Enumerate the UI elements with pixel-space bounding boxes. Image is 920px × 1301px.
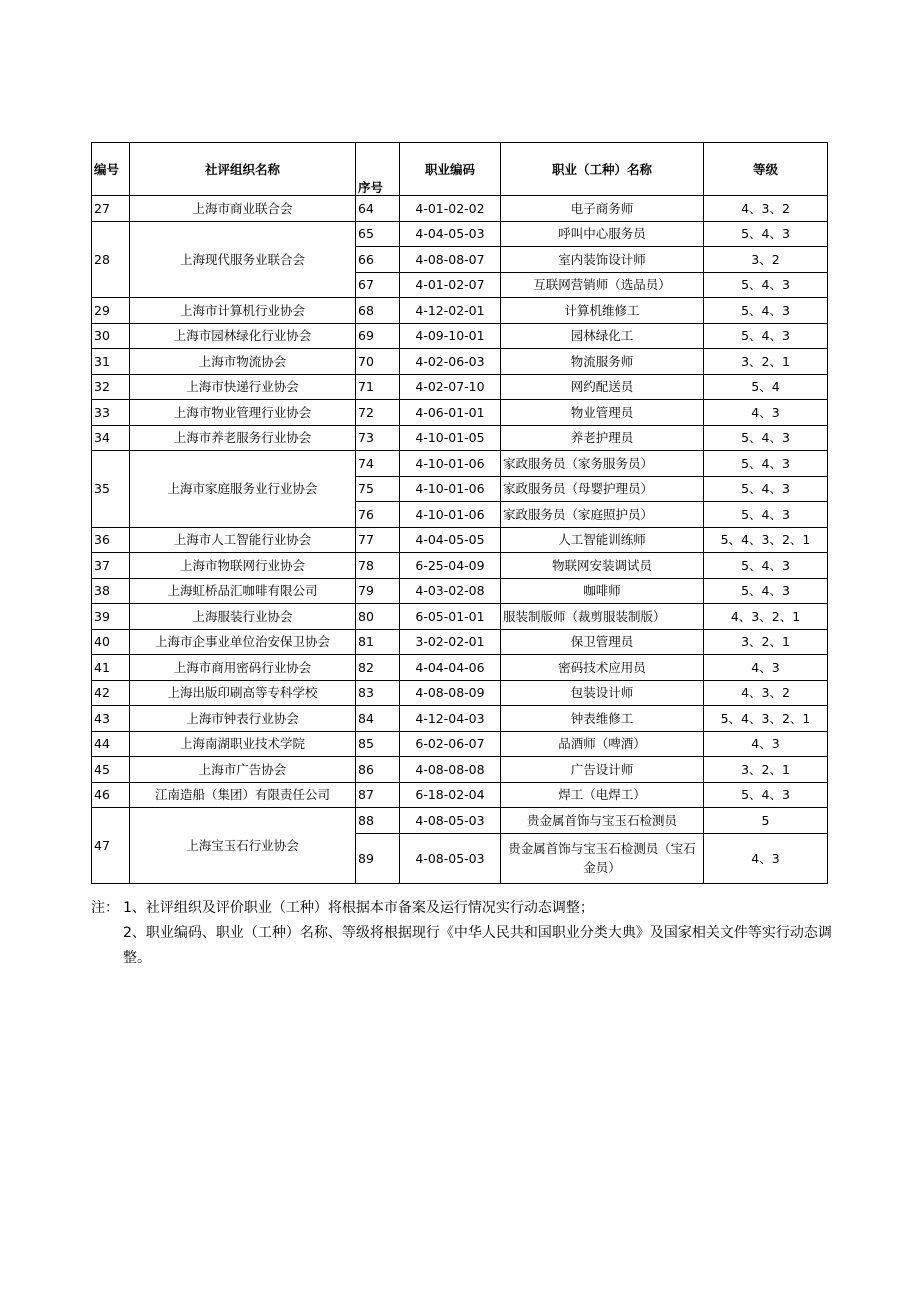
cell-code: 6-25-04-09 — [400, 553, 501, 579]
cell-seq: 66 — [356, 247, 400, 273]
cell-occupation-name: 品酒师（啤酒） — [501, 731, 704, 757]
cell-seq: 76 — [356, 502, 400, 528]
cell-code: 4-06-01-01 — [400, 400, 501, 426]
cell-code: 4-01-02-02 — [400, 196, 501, 222]
cell-seq: 85 — [356, 731, 400, 757]
cell-org-name: 上海市广告协会 — [130, 757, 356, 783]
cell-group-id: 38 — [92, 578, 130, 604]
cell-seq: 89 — [356, 833, 400, 883]
cell-code: 4-12-02-01 — [400, 298, 501, 324]
cell-org-name: 上海市商用密码行业协会 — [130, 655, 356, 681]
cell-level: 5、4、3、2、1 — [704, 527, 828, 553]
cell-occupation-name: 焊工（电焊工） — [501, 782, 704, 808]
cell-code: 4-09-10-01 — [400, 323, 501, 349]
cell-org-name: 上海宝玉石行业协会 — [130, 808, 356, 884]
cell-seq: 65 — [356, 221, 400, 247]
cell-level: 4、3 — [704, 731, 828, 757]
cell-seq: 72 — [356, 400, 400, 426]
cell-occupation-name: 呼叫中心服务员 — [501, 221, 704, 247]
note-text-2: 2、职业编码、职业（工种）名称、等级将根据现行《中华人民共和国职业分类大典》及国家相关文件等实行动态调整。 — [123, 925, 832, 966]
cell-group-id: 34 — [92, 425, 130, 451]
cell-seq: 80 — [356, 604, 400, 630]
table-row — [92, 451, 828, 477]
cell-level: 5、4、3 — [704, 451, 828, 477]
table-row — [92, 298, 828, 324]
cell-seq: 88 — [356, 808, 400, 834]
cell-occupation-name: 人工智能训练师 — [501, 527, 704, 553]
note-text-1: 1、社评组织及评价职业（工种）将根据本市备案及运行情况实行动态调整； — [123, 900, 594, 916]
cell-seq: 71 — [356, 374, 400, 400]
cell-level: 5、4、3 — [704, 782, 828, 808]
cell-level: 4、3、2、1 — [704, 604, 828, 630]
table-row — [92, 731, 828, 757]
cell-org-name: 江南造船（集团）有限责任公司 — [130, 782, 356, 808]
cell-occupation-name: 园林绿化工 — [501, 323, 704, 349]
cell-group-id: 42 — [92, 680, 130, 706]
header-org: 社评组织名称 — [130, 143, 356, 196]
header-level: 等级 — [704, 143, 828, 196]
cell-code: 4-08-08-09 — [400, 680, 501, 706]
cell-occupation-name: 网约配送员 — [501, 374, 704, 400]
cell-seq: 74 — [356, 451, 400, 477]
cell-group-id: 36 — [92, 527, 130, 553]
table-row — [92, 196, 828, 222]
cell-occupation-name: 室内装饰设计师 — [501, 247, 704, 273]
cell-occupation-name: 贵金属首饰与宝玉石检测员（宝石金员） — [501, 833, 704, 883]
cell-org-name: 上海市企事业单位治安保卫协会 — [130, 629, 356, 655]
note-label: 注： — [91, 900, 119, 916]
cell-code: 4-12-04-03 — [400, 706, 501, 732]
cell-code: 4-10-01-05 — [400, 425, 501, 451]
cell-occupation-name: 服装制版师（裁剪服装制版） — [501, 604, 704, 630]
cell-org-name: 上海市快递行业协会 — [130, 374, 356, 400]
cell-occupation-name: 互联网营销师（选品员） — [501, 272, 704, 298]
occupation-table — [91, 142, 828, 884]
cell-org-name: 上海出版印刷高等专科学校 — [130, 680, 356, 706]
cell-group-id: 46 — [92, 782, 130, 808]
cell-group-id: 39 — [92, 604, 130, 630]
cell-level: 4、3、2 — [704, 680, 828, 706]
cell-code: 6-05-01-01 — [400, 604, 501, 630]
table-row — [92, 400, 828, 426]
cell-seq: 78 — [356, 553, 400, 579]
cell-seq: 73 — [356, 425, 400, 451]
cell-occupation-name: 物流服务师 — [501, 349, 704, 375]
cell-seq: 84 — [356, 706, 400, 732]
cell-occupation-name: 物联网安装调试员 — [501, 553, 704, 579]
cell-group-id: 32 — [92, 374, 130, 400]
cell-org-name: 上海市园林绿化行业协会 — [130, 323, 356, 349]
cell-seq: 82 — [356, 655, 400, 681]
cell-level: 5、4、3 — [704, 553, 828, 579]
cell-org-name: 上海市钟表行业协会 — [130, 706, 356, 732]
cell-org-name: 上海市家庭服务业行业协会 — [130, 451, 356, 528]
cell-level: 5、4、3 — [704, 476, 828, 502]
cell-code: 4-08-08-08 — [400, 757, 501, 783]
cell-group-id: 37 — [92, 553, 130, 579]
cell-seq: 86 — [356, 757, 400, 783]
cell-group-id: 30 — [92, 323, 130, 349]
table-header — [92, 143, 828, 196]
header-code: 职业编码 — [400, 143, 501, 196]
table-row — [92, 629, 828, 655]
cell-occupation-name: 电子商务师 — [501, 196, 704, 222]
cell-occupation-name: 养老护理员 — [501, 425, 704, 451]
table-row — [92, 221, 828, 247]
cell-org-name: 上海服装行业协会 — [130, 604, 356, 630]
table-row — [92, 757, 828, 783]
cell-level: 4、3、2 — [704, 196, 828, 222]
cell-code: 4-10-01-06 — [400, 476, 501, 502]
cell-occupation-name: 广告设计师 — [501, 757, 704, 783]
cell-level: 5、4、3 — [704, 578, 828, 604]
cell-code: 4-08-05-03 — [400, 808, 501, 834]
note-row-1 — [91, 896, 836, 921]
cell-level: 5、4、3 — [704, 221, 828, 247]
cell-level: 3、2、1 — [704, 349, 828, 375]
header-id: 编号 — [92, 143, 130, 196]
cell-seq: 83 — [356, 680, 400, 706]
cell-seq: 70 — [356, 349, 400, 375]
cell-occupation-name: 家政服务员（家务服务员） — [501, 451, 704, 477]
cell-code: 3-02-02-01 — [400, 629, 501, 655]
notes — [91, 896, 836, 971]
cell-occupation-name: 家政服务员（家庭照护员） — [501, 502, 704, 528]
cell-level: 5、4、3 — [704, 298, 828, 324]
cell-occupation-name: 咖啡师 — [501, 578, 704, 604]
table-row — [92, 655, 828, 681]
cell-group-id: 27 — [92, 196, 130, 222]
cell-org-name: 上海虹桥品汇咖啡有限公司 — [130, 578, 356, 604]
cell-code: 4-03-02-08 — [400, 578, 501, 604]
cell-org-name: 上海南湖职业技术学院 — [130, 731, 356, 757]
cell-group-id: 45 — [92, 757, 130, 783]
header-seq: 序号 — [356, 143, 400, 196]
cell-code: 6-18-02-04 — [400, 782, 501, 808]
cell-code: 4-04-05-03 — [400, 221, 501, 247]
cell-level: 5 — [704, 808, 828, 834]
cell-code: 4-08-05-03 — [400, 833, 501, 883]
cell-occupation-name: 密码技术应用员 — [501, 655, 704, 681]
cell-group-id: 31 — [92, 349, 130, 375]
cell-seq: 81 — [356, 629, 400, 655]
cell-level: 5、4、3 — [704, 323, 828, 349]
cell-level: 5、4、3 — [704, 272, 828, 298]
cell-level: 3、2、1 — [704, 629, 828, 655]
cell-seq: 79 — [356, 578, 400, 604]
cell-level: 4、3 — [704, 400, 828, 426]
cell-seq: 77 — [356, 527, 400, 553]
table-row — [92, 808, 828, 834]
cell-level: 3、2 — [704, 247, 828, 273]
table-row — [92, 374, 828, 400]
cell-level: 5、4、3、2、1 — [704, 706, 828, 732]
table-row — [92, 323, 828, 349]
cell-group-id: 40 — [92, 629, 130, 655]
cell-level: 5、4、3 — [704, 425, 828, 451]
cell-code: 4-04-05-05 — [400, 527, 501, 553]
table-row — [92, 553, 828, 579]
cell-code: 6-02-06-07 — [400, 731, 501, 757]
cell-code: 4-08-08-07 — [400, 247, 501, 273]
cell-occupation-name: 钟表维修工 — [501, 706, 704, 732]
cell-org-name: 上海市计算机行业协会 — [130, 298, 356, 324]
cell-code: 4-10-01-06 — [400, 451, 501, 477]
cell-group-id: 29 — [92, 298, 130, 324]
cell-org-name: 上海市商业联合会 — [130, 196, 356, 222]
cell-seq: 68 — [356, 298, 400, 324]
header-name: 职业（工种）名称 — [501, 143, 704, 196]
cell-group-id: 47 — [92, 808, 130, 884]
cell-occupation-name: 贵金属首饰与宝玉石检测员 — [501, 808, 704, 834]
cell-occupation-name: 包装设计师 — [501, 680, 704, 706]
cell-seq: 64 — [356, 196, 400, 222]
table-row — [92, 527, 828, 553]
cell-seq: 67 — [356, 272, 400, 298]
cell-group-id: 28 — [92, 221, 130, 298]
cell-seq: 75 — [356, 476, 400, 502]
table-row — [92, 604, 828, 630]
cell-code: 4-02-07-10 — [400, 374, 501, 400]
cell-org-name: 上海市物流协会 — [130, 349, 356, 375]
cell-code: 4-10-01-06 — [400, 502, 501, 528]
cell-org-name: 上海市人工智能行业协会 — [130, 527, 356, 553]
cell-group-id: 44 — [92, 731, 130, 757]
cell-group-id: 35 — [92, 451, 130, 528]
table-body — [92, 196, 828, 884]
table-row — [92, 425, 828, 451]
cell-code: 4-04-04-06 — [400, 655, 501, 681]
cell-code: 4-02-06-03 — [400, 349, 501, 375]
table-row — [92, 782, 828, 808]
cell-occupation-name: 家政服务员（母婴护理员） — [501, 476, 704, 502]
table-row — [92, 349, 828, 375]
cell-org-name: 上海现代服务业联合会 — [130, 221, 356, 298]
cell-group-id: 43 — [92, 706, 130, 732]
cell-seq: 69 — [356, 323, 400, 349]
cell-group-id: 41 — [92, 655, 130, 681]
cell-group-id: 33 — [92, 400, 130, 426]
cell-level: 3、2、1 — [704, 757, 828, 783]
cell-level: 5、4 — [704, 374, 828, 400]
cell-code: 4-01-02-07 — [400, 272, 501, 298]
cell-occupation-name: 保卫管理员 — [501, 629, 704, 655]
table-row — [92, 706, 828, 732]
table-row — [92, 680, 828, 706]
cell-occupation-name: 计算机维修工 — [501, 298, 704, 324]
table-row — [92, 578, 828, 604]
cell-level: 5、4、3 — [704, 502, 828, 528]
cell-org-name: 上海市物联网行业协会 — [130, 553, 356, 579]
cell-occupation-name: 物业管理员 — [501, 400, 704, 426]
cell-level: 4、3 — [704, 655, 828, 681]
note-row-2 — [91, 921, 836, 971]
cell-level: 4、3 — [704, 833, 828, 883]
cell-org-name: 上海市养老服务行业协会 — [130, 425, 356, 451]
cell-org-name: 上海市物业管理行业协会 — [130, 400, 356, 426]
cell-seq: 87 — [356, 782, 400, 808]
